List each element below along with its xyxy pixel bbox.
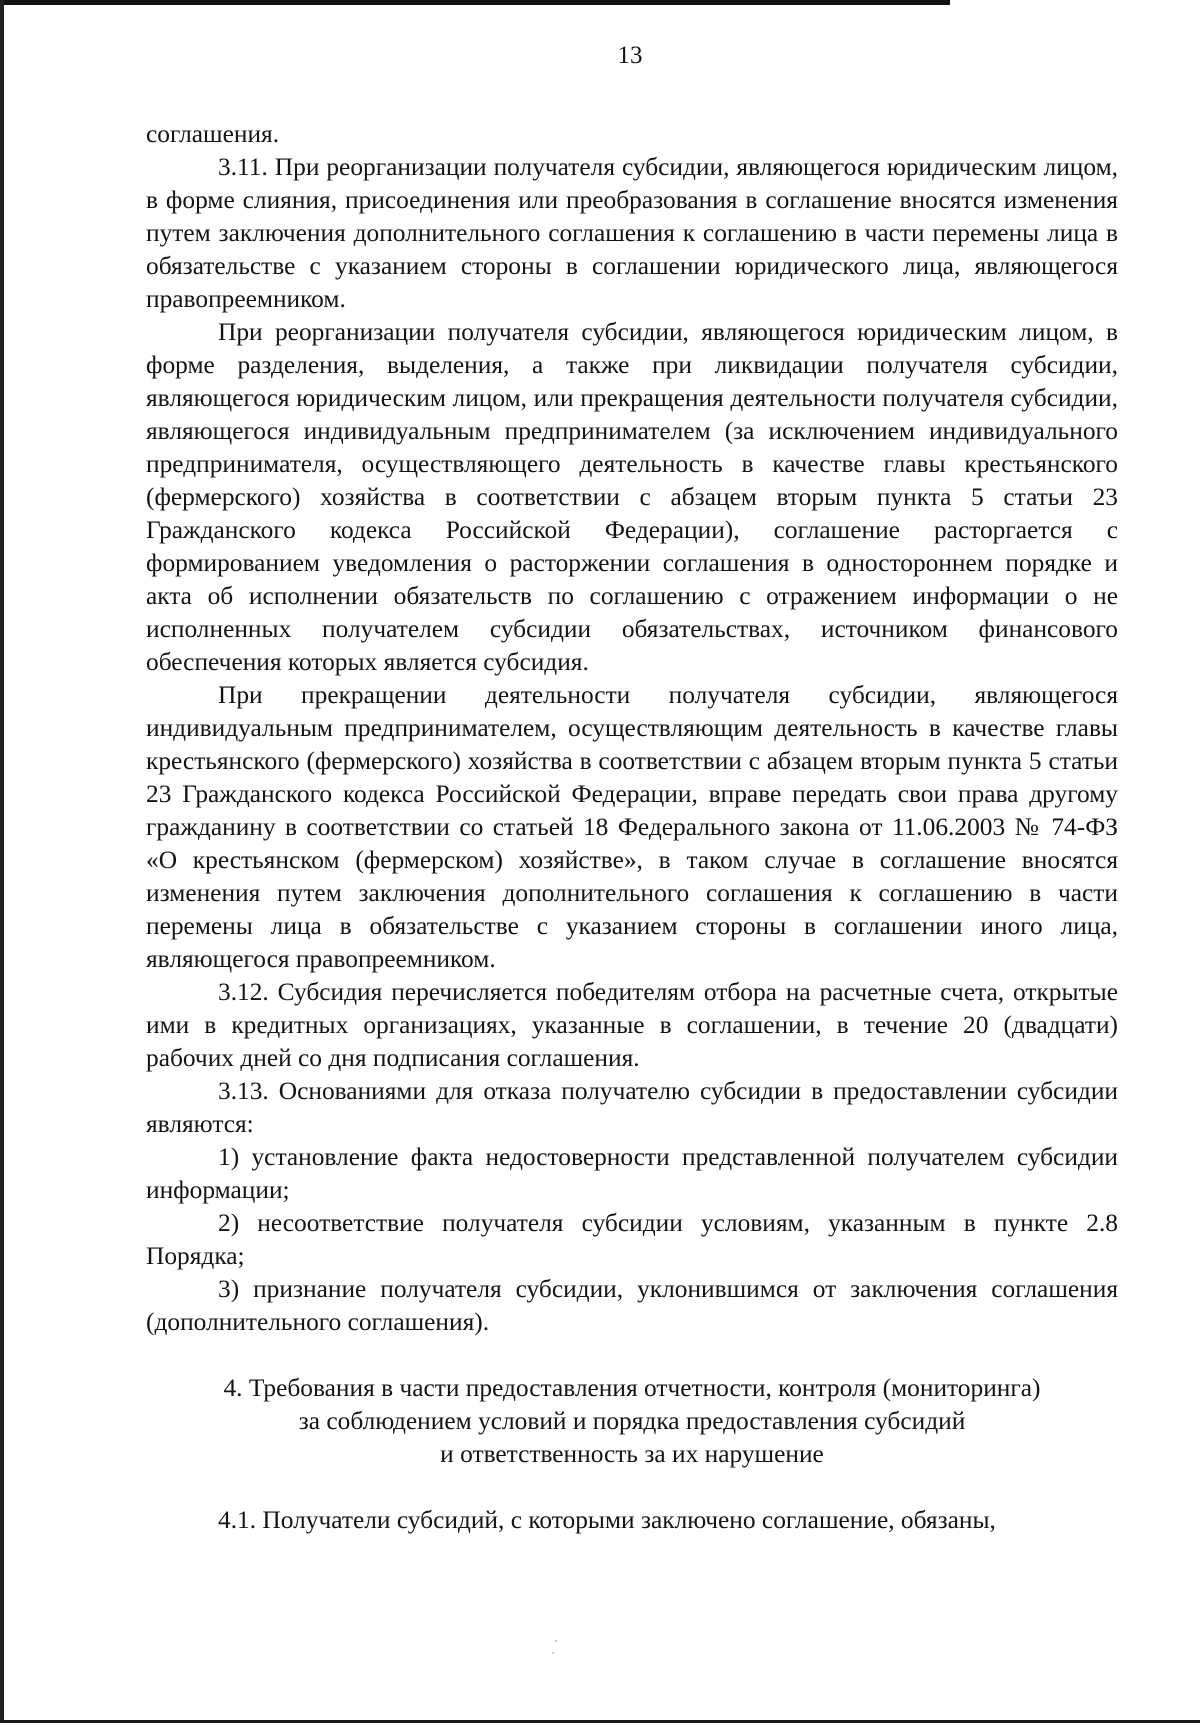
scan-edge-top: [0, 0, 950, 5]
paragraph-reorganization-division: При реорганизации получателя субсидии, являющегося юридическим лицом, в форме разделения, выделения, а также при ликвидации получателя субсидии, являющегося юридическим лицом, или прекращения деятельности получателя субсидии, являющегося индивидуальным предпринимателем (за исключением индивидуального предпринимателя, осуществляющего деятельность в качестве главы крестьянского (фермерского) хозяйства в соответствии с абзацем вторым пункта 5 статьи 23 Гражданского кодекса Российской Федерации), соглашение расторгается с формированием уведомления о расторжении соглашения в одностороннем порядке и акта об исполнении обязательств по соглашению с отражением информации о не исполненных получателем субсидии обязательствах, источником финансового обеспечения которых является субсидия.: [146, 318, 1118, 676]
paragraph-3-13: 3.13. Основаниями для отказа получателю субсидии в предоставлении субсидии являются:: [146, 1077, 1118, 1138]
scan-speck: [555, 1640, 557, 1642]
paragraph-3-12: 3.12. Субсидия перечисляется победителям отбора на расчетные счета, открытые ими в кредитных организациях, указанные в соглашении, в течение 20 (двадцати) рабочих дней со дня подписания соглашения.: [146, 978, 1118, 1072]
paragraph-4-1: 4.1. Получатели субсидий, с которыми заключено соглашение, обязаны,: [218, 1506, 996, 1534]
list-item-1: 1) установление факта недостоверности представленной получателем субсидии информации;: [146, 1143, 1118, 1204]
section-heading-line-2: за соблюдением условий и порядка предоставления субсидий: [298, 1407, 966, 1435]
list-item-3: 3) признание получателя субсидии, уклонившимся от заключения соглашения (дополнительного соглашения).: [146, 1275, 1118, 1336]
scan-edge-left: [0, 0, 4, 1723]
page-number: 13: [617, 42, 643, 69]
paragraph-continuation: соглашения.: [146, 120, 280, 148]
paragraph-entrepreneur-termination: При прекращении деятельности получателя субсидии, являющегося индивидуальным предпринимателем, осуществляющим деятельность в качестве главы крестьянского (фермерского) хозяйства в соответствии с абзацем вторым пункта 5 статьи 23 Гражданского кодекса Российской Федерации, вправе передать свои права другому гражданину в соответствии со статьей 18 Федерального закона от 11.06.2003 № 74-ФЗ «О крестьянском (фермерском) хозяйстве», в таком случае в соглашение вносятся изменения путем заключения дополнительного соглашения к соглашению в части перемены лица в обязательстве с указанием стороны в соглашении иного лица, являющегося правопреемником.: [146, 681, 1118, 973]
list-item-2: 2) несоответствие получателя субсидии условиям, указанным в пункте 2.8 Порядка;: [146, 1209, 1118, 1270]
section-4-heading: [146, 1372, 1118, 1471]
document-body: [146, 118, 1118, 1537]
section-heading-line-3: и ответственность за их нарушение: [440, 1440, 824, 1468]
scan-speck: [552, 1652, 554, 1654]
section-heading-line-1: 4. Требования в части предоставления отчетности, контроля (мониторинга): [223, 1374, 1041, 1402]
paragraph-3-11: 3.11. При реорганизации получателя субсидии, являющегося юридическим лицом, в форме слияния, присоединения или преобразования в соглашение вносятся изменения путем заключения дополнительного соглашения к соглашению в части перемены лица в обязательстве с указанием стороны в соглашении юридического лица, являющегося правопреемником.: [146, 153, 1118, 313]
